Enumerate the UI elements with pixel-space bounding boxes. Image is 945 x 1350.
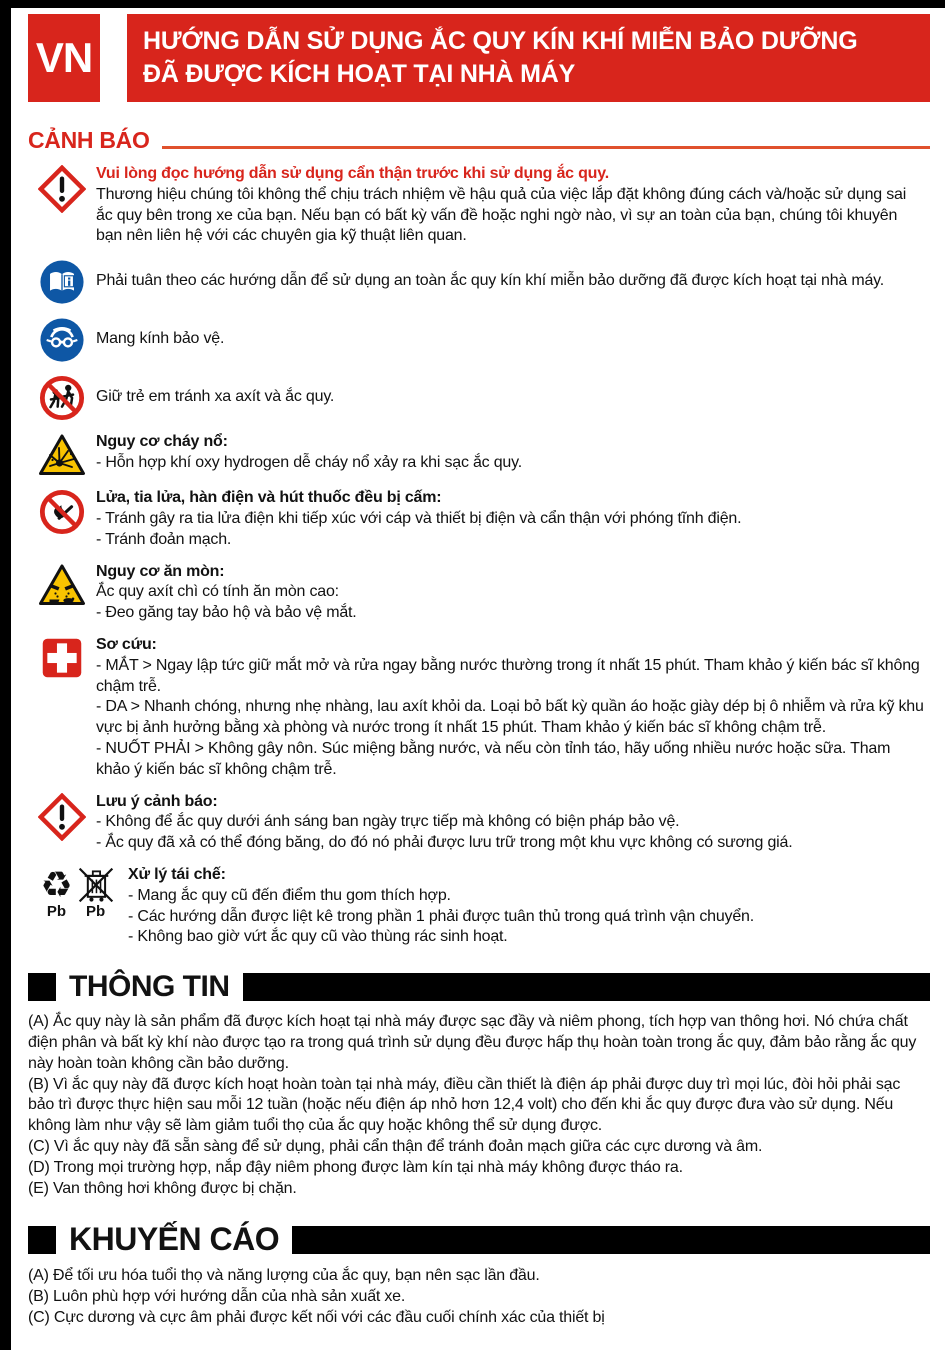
warning-item-eye-protection [28, 316, 930, 363]
warning-line: - Tránh đoản mạch. [96, 530, 232, 548]
warning-line: - Ắc quy đã xả có thể đóng băng, do đó nó phải được lưu trữ trong một khu vực không có sương giá. [96, 834, 793, 852]
warning-line: Thương hiệu chúng tôi không thể chịu trách nhiệm về hậu quả của việc lắp đặt không đúng cách và/hoặc sử dụng sai ắc quy bên trong xe của bạn. Nếu bạn có bất kỳ vấn đề hoặc nghi ngờ nào, vì sự an toàn của bạn, chúng tôi khuyên bạn nên liên hệ với các chuyên gia kỹ thuật liên quan. [96, 185, 907, 245]
warning-item-keep-children-away [28, 374, 930, 421]
warning-line: - NUỐT PHẢI > Không gây nôn. Súc miệng bằng nước, và nếu còn tỉnh táo, hãy uống nhiều nước hoặc sữa. Tham khảo ý kiến bác sĩ không chậm trễ. [96, 739, 891, 778]
warning-item-read-carefully [28, 164, 930, 247]
ghs-exclamation-icon [38, 165, 86, 213]
page-title-line1: HƯỚNG DẪN SỬ DỤNG ẮC QUY KÍN KHÍ MIỄN BẢO DƯỠNG [143, 27, 858, 55]
page-title-line2: ĐÃ ĐƯỢC KÍCH HOẠT TẠI NHÀ MÁY [143, 59, 576, 88]
page-edge-top [0, 0, 945, 8]
first-aid-icon [40, 636, 84, 680]
page-title [127, 14, 930, 102]
info-paragraph: (D) Trong mọi trường hợp, nắp đậy niêm phong được làm kín tại nhà máy không được tháo ra. [28, 1158, 683, 1176]
ghs-exclamation-icon [38, 793, 86, 841]
warning-line: - Không bao giờ vứt ắc quy cũ vào thùng rác sinh hoạt. [128, 928, 508, 946]
warning-title: Nguy cơ cháy nổ: [96, 433, 228, 451]
warning-item-no-fire [28, 488, 930, 550]
no-fire-icon [39, 489, 85, 535]
advice-line: (B) Luôn phù hợp với hướng dẫn của nhà sản xuất xe. [28, 1288, 406, 1306]
page-content [11, 8, 945, 1350]
warning-item-caution-notes [28, 792, 930, 854]
warning-line: Mang kính bảo vệ. [96, 330, 225, 348]
warning-heading-text: CẢNH BÁO [28, 127, 150, 153]
info-heading-text: THÔNG TIN [69, 970, 230, 1004]
warning-line: - DA > Nhanh chóng, nhưng nhẹ nhàng, lau axít khỏi da. Loại bỏ bất kỳ quần áo hoặc giày dép bị ô nhiễm và rửa kỹ khu vực bị ảnh hưởng bằng xà phòng và nước trong ít nhất 15 phút. Tham khảo ý kiến bác sĩ không chậm trễ. [96, 698, 924, 737]
warning-line: - Các hướng dẫn được liệt kê trong phần 1 phải được tuân thủ trong quá trình vận chuyển. [128, 907, 754, 925]
pb-label: Pb [46, 902, 67, 920]
advice-line: (C) Cực dương và cực âm phải được kết nối với các đầu cuối chính xác của thiết bị [28, 1308, 605, 1326]
page-edge-left [0, 0, 11, 1350]
info-paragraph: (A) Ắc quy này là sản phẩm đã được kích hoạt tại nhà máy được sạc đầy và niêm phong, tích hợp van thông hơi. Nó chứa chất điện phân và bất kỳ khí nào được tạo ra trong quá trình sử dụng đều được hấp thụ hoàn toàn trong ắc quy, đảm bảo rằng ắc quy này hoàn toàn không cần bảo dưỡng. [28, 1013, 917, 1072]
info-paragraph: (E) Van thông hơi không được bị chặn. [28, 1179, 297, 1197]
warning-section-heading [28, 127, 930, 154]
warning-item-explosion [28, 432, 930, 477]
warning-item-first-aid [28, 635, 930, 781]
warning-line: - Không để ắc quy dưới ánh sáng ban ngày trực tiếp mà không có biện pháp bảo vệ. [96, 813, 680, 831]
advice-line: (A) Để tối ưu hóa tuổi thọ và năng lượng của ắc quy, bạn nên sạc lần đầu. [28, 1267, 540, 1285]
warning-line: Ắc quy axít chì có tính ăn mòn cao: [96, 583, 339, 601]
warning-item-follow-manual [28, 258, 930, 305]
keep-children-away-icon [39, 375, 85, 421]
band-square [28, 1226, 56, 1254]
warning-item-recycling [28, 865, 930, 948]
advice-heading-text: KHUYẾN CÁO [69, 1221, 280, 1258]
warning-line: - Tránh gây ra tia lửa điện khi tiếp xúc với cáp và thiết bị điện và cẩn thận với phóng tĩnh điện. [96, 509, 742, 527]
warning-title: Nguy cơ ăn mòn: [96, 562, 225, 580]
band-bar [243, 973, 931, 1001]
band-square [28, 973, 56, 1001]
explosion-hazard-icon [38, 433, 86, 477]
warning-item-corrosion [28, 562, 930, 624]
pb-label: Pb [86, 902, 106, 920]
warning-line: - Đeo găng tay bảo hộ và bảo vệ mắt. [96, 604, 357, 622]
info-section-heading [28, 970, 930, 1004]
header [28, 14, 930, 102]
language-badge: VN [28, 14, 100, 102]
info-paragraph: (C) Vì ắc quy này đã sẵn sàng để sử dụng, phải cẩn thận để tránh đoản mạch giữa các cực dương và âm. [28, 1137, 763, 1155]
warning-title: Xử lý tái chế: [128, 865, 226, 883]
corrosion-hazard-icon [38, 563, 86, 607]
warning-heading-rule [162, 146, 930, 149]
eye-protection-icon [39, 317, 85, 363]
warning-line: - Hỗn hợp khí oxy hydrogen dễ cháy nổ xảy ra khi sạc ắc quy. [96, 453, 522, 471]
warning-title: Sơ cứu: [96, 635, 157, 653]
warning-line: - Mang ắc quy cũ đến điểm thu gom thích hợp. [128, 886, 451, 904]
warning-title: Lửa, tia lửa, hàn điện và hút thuốc đều bị cấm: [96, 489, 442, 507]
info-paragraph: (B) Vì ắc quy này đã được kích hoạt hoàn toàn tại nhà máy, điều cần thiết là điện áp phải được duy trì mọi lúc, đòi hỏi phải sạc bảo trì được thực hiện sau mỗi 12 tuần (hoặc nếu điện áp nhỏ hơn 12,4 volt) cho đến khi ắc quy được đưa vào sử dụng. Nếu không làm như vậy sẽ làm giảm tuổi thọ của ắc quy hoặc không thể sử dụng được. [28, 1075, 901, 1135]
advice-section-heading [28, 1221, 930, 1258]
read-manual-icon [39, 259, 85, 305]
warning-lead: Vui lòng đọc hướng dẫn sử dụng cẩn thận trước khi sử dụng ắc quy. [96, 165, 610, 182]
band-bar [292, 1226, 930, 1254]
warning-line: Giữ trẻ em tránh xa axít và ắc quy. [96, 388, 335, 406]
warning-title: Lưu ý cảnh báo: [96, 792, 218, 810]
warning-line: - MẮT > Ngay lập tức giữ mắt mở và rửa ngay bằng nước thường trong ít nhất 15 phút. Tham khảo ý kiến bác sĩ không chậm trễ. [96, 656, 920, 695]
no-trash-bin-pb-icon [76, 865, 116, 905]
recycle-pb-icon: ♻ [40, 863, 73, 905]
warning-line: Phải tuân theo các hướng dẫn để sử dụng an toàn ắc quy kín khí miễn bảo dưỡng đã được kích hoạt tại nhà máy. [96, 272, 885, 290]
